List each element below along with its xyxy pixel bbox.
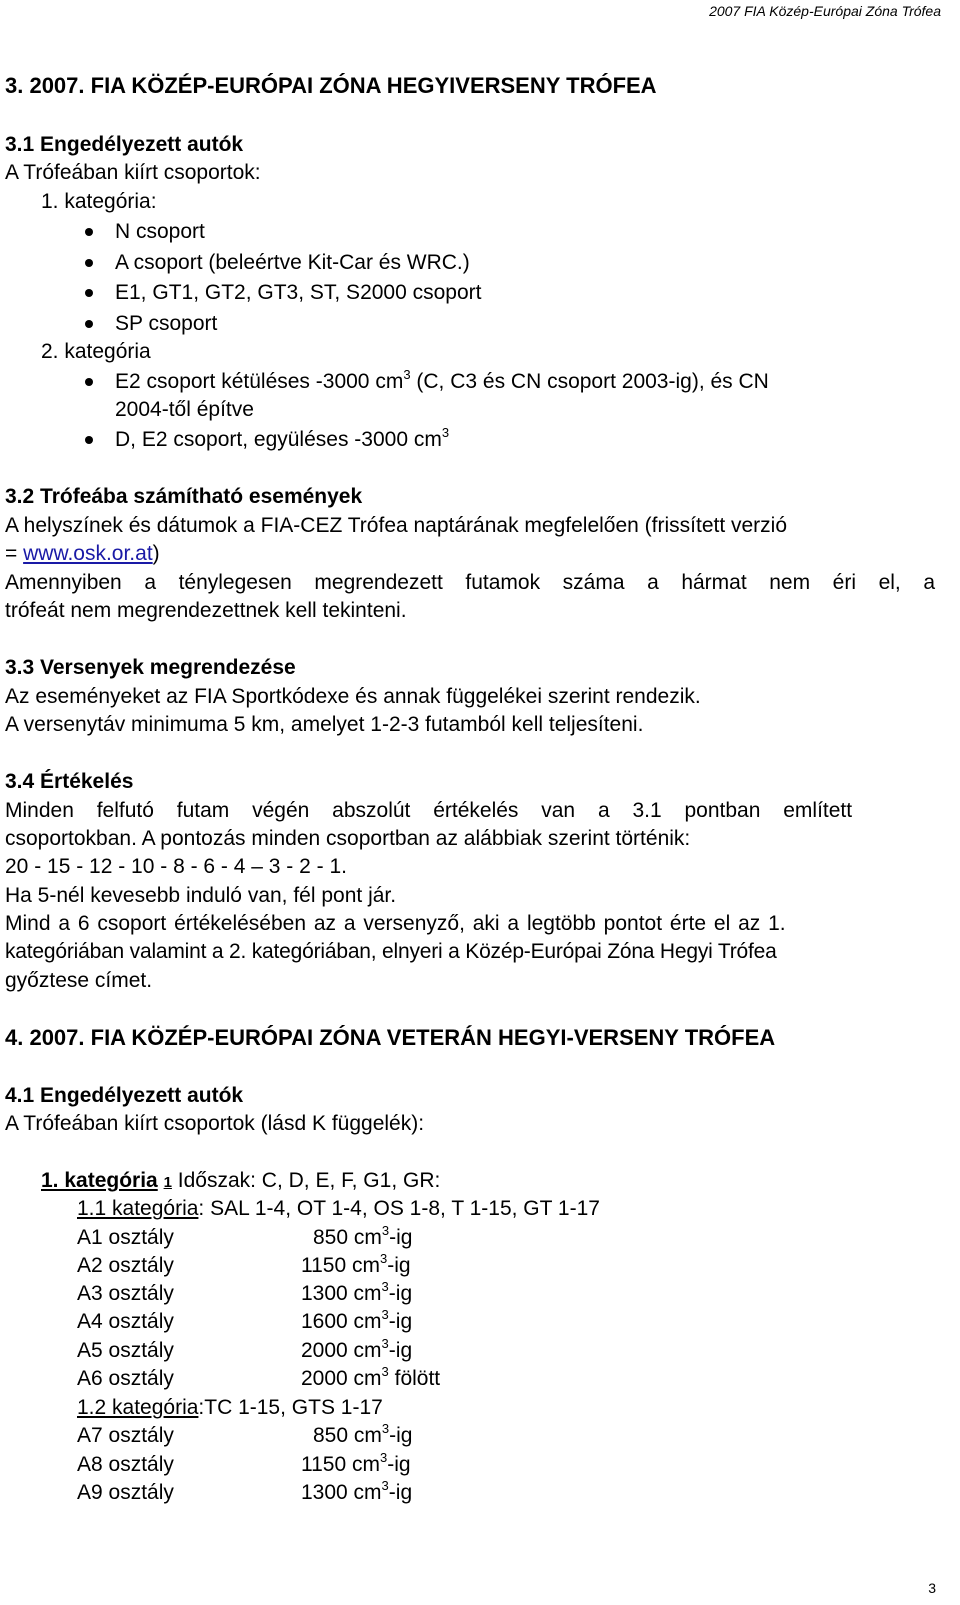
paragraph-line-justified: Amennyiben a ténylegesen megrendezett futamok száma a hármat nem éri el, a xyxy=(5,571,935,594)
paragraph-line: A helyszínek és dátumok a FIA-CEZ Trófea naptárának megfelelően (frissített verzió xyxy=(5,514,788,537)
paragraph-line: Minden felfutó futam végén abszolút értékelés van a 3.1 pontban említett xyxy=(5,799,853,822)
list-item: E2 csoport kétüléses -3000 $cm^3$ (C, C3 és CN csoport 2003-ig), és CN xyxy=(115,367,769,393)
class-capacity: 1150 $cm^3-ig$ xyxy=(301,1450,411,1476)
veteran-category-1: 1. kategória 1 Időszak: C, D, E, F, G1, GR: xyxy=(41,1169,441,1192)
section-4-title: 4. 2007. FIA KÖZÉP-EURÓPAI ZÓNA VETERÁN HEGYI-VERSENY TRÓFEA xyxy=(5,1025,776,1050)
class-name: A5 osztály xyxy=(77,1339,174,1362)
list-item: SP csoport xyxy=(115,312,218,335)
class-name: A4 osztály xyxy=(77,1310,174,1333)
list-item: E1, GT1, GT2, GT3, ST, S2000 csoport xyxy=(115,281,482,304)
class-capacity: 2000 $cm^3-ig$ xyxy=(301,1336,413,1362)
page-number: 3 xyxy=(928,1580,936,1596)
paragraph-line: Ha 5-nél kevesebb induló van, fél pont jár. xyxy=(5,884,397,907)
section-3-4-title: 3.4 Értékelés xyxy=(5,770,134,793)
class-capacity: 1150 $cm^3-ig$ xyxy=(301,1251,411,1277)
class-name: A3 osztály xyxy=(77,1282,174,1305)
bullet-icon xyxy=(85,320,93,328)
paragraph-line: Az eseményeket az FIA Sportkódexe és annak függelékei szerint rendezik. xyxy=(5,685,701,708)
paragraph-line: = www.osk.or.at) xyxy=(5,542,160,565)
bullet-icon xyxy=(85,228,93,236)
list-item: D, E2 csoport, együléses -3000 $cm^3$ xyxy=(115,425,450,451)
section-4-1-title: 4.1 Engedélyezett autók xyxy=(5,1084,244,1107)
class-capacity: 850 $cm^3-ig$ xyxy=(313,1223,413,1249)
class-capacity: 1300 $cm^3-ig$ xyxy=(301,1478,413,1504)
list-item-continuation: 2004-től építve xyxy=(115,398,254,421)
paragraph-line: Mind a 6 csoport értékelésében az a versenyző, aki a legtöbb pontot érte el az 1. xyxy=(5,912,786,935)
paragraph-line: csoportokban. A pontozás minden csoportban az alábbiak szerint történik: xyxy=(5,827,691,850)
bullet-icon xyxy=(85,378,93,386)
list-item: N csoport xyxy=(115,220,205,243)
paragraph-line: trófeát nem megrendezettnek kell tekinteni. xyxy=(5,599,407,622)
section-3-title: 3. 2007. FIA KÖZÉP-EURÓPAI ZÓNA HEGYIVERSENY TRÓFEA xyxy=(5,73,657,98)
class-capacity: 2000 $cm^3$ fölött xyxy=(301,1364,441,1390)
class-name: A8 osztály xyxy=(77,1453,174,1476)
class-capacity: 1600 $cm^3-ig$ xyxy=(301,1307,413,1333)
class-name: A1 osztály xyxy=(77,1226,174,1249)
list-item: A csoport (beleértve Kit-Car és WRC.) xyxy=(115,251,470,274)
class-name: A2 osztály xyxy=(77,1254,174,1277)
points-sequence: 20 - 15 - 12 - 10 - 8 - 6 - 4 – 3 - 2 - 1. xyxy=(5,855,347,878)
class-name: A9 osztály xyxy=(77,1481,174,1504)
class-name: A6 osztály xyxy=(77,1367,174,1390)
section-3-3-title: 3.3 Versenyek megrendezése xyxy=(5,656,296,679)
class-name: A7 osztály xyxy=(77,1424,174,1447)
section-3-2-title: 3.2 Trófeába számítható események xyxy=(5,485,363,508)
osk-link[interactable]: www.osk.or.at xyxy=(23,542,153,565)
bullet-icon xyxy=(85,436,93,444)
section-4-1-intro: A Trófeában kiírt csoportok (lásd K függelék): xyxy=(5,1112,425,1135)
section-3-1-intro: A Trófeában kiírt csoportok: xyxy=(5,161,261,184)
running-header: 2007 FIA Közép-Európai Zóna Trófea xyxy=(709,3,941,19)
paragraph-line: A versenytáv minimuma 5 km, amelyet 1-2-3 futamból kell teljesíteni. xyxy=(5,713,644,736)
subcategory-1-2: 1.2 kategória:TC 1-15, GTS 1-17 xyxy=(77,1396,383,1419)
bullet-icon xyxy=(85,289,93,297)
category-2-label: 2. kategória xyxy=(41,340,151,363)
paragraph-line: kategóriában valamint a 2. kategóriában, elnyeri a Közép-Európai Zóna Hegyi Trófea xyxy=(5,940,777,963)
subcategory-1-1: 1.1 kategória: SAL 1-4, OT 1-4, OS 1-8, T 1-15, GT 1-17 xyxy=(77,1197,600,1220)
class-capacity: 850 $cm^3-ig$ xyxy=(313,1421,413,1447)
category-1-label: 1. kategória: xyxy=(41,190,157,213)
bullet-icon xyxy=(85,259,93,267)
paragraph-line: győztese címet. xyxy=(5,969,153,992)
section-3-1-title: 3.1 Engedélyezett autók xyxy=(5,133,244,156)
class-capacity: 1300 $cm^3-ig$ xyxy=(301,1279,413,1305)
